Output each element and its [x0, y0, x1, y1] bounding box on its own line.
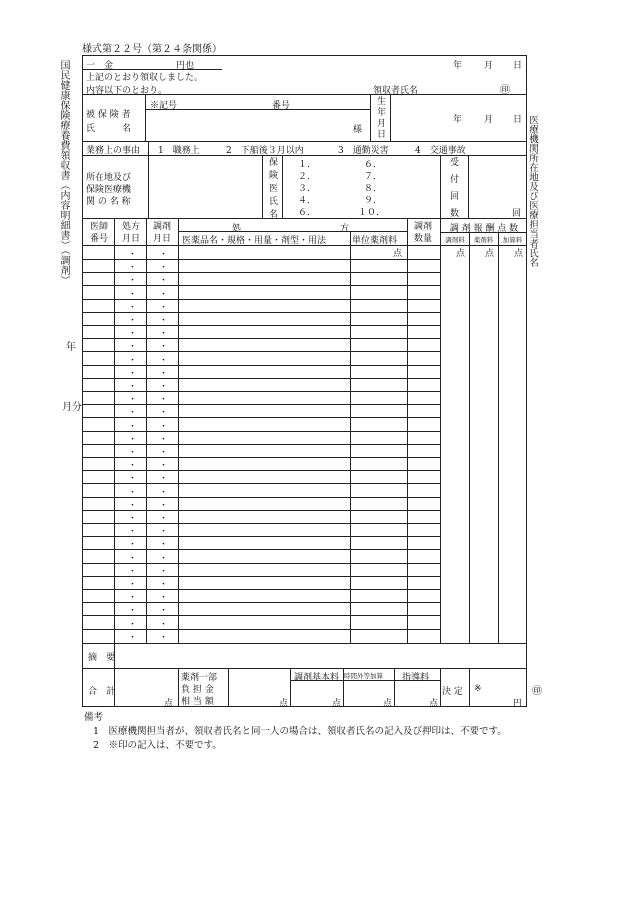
dispense-date-dot: ・ [159, 606, 169, 617]
dispense-date-dot: ・ [159, 500, 169, 511]
total-ten-3: 点 [332, 699, 342, 709]
dispense-date-dot: ・ [159, 329, 169, 340]
date-day: 日 [513, 61, 523, 71]
doctor-label: 保険医氏名 [267, 157, 277, 222]
guidance-label: 指導料 [402, 673, 430, 683]
prescribe-date-dot: ・ [128, 316, 138, 326]
dispense-date-dot: ・ [159, 553, 169, 564]
side-month: 月分 [62, 402, 82, 413]
dispense-date-dot: ・ [159, 580, 169, 590]
doctor-3: ３． [298, 184, 317, 194]
prescribe-date-dot: ・ [128, 276, 138, 287]
fee-sub-1: 調剤料 [445, 236, 465, 244]
dispense-date-dot: ・ [159, 448, 169, 458]
decision-seal: ㊞ [532, 686, 542, 697]
note-2: 2 ※印の記入は、不要です。 [93, 740, 222, 751]
fee1-ten: 点 [456, 249, 466, 259]
burden-line-1: 薬剤一部 [181, 673, 218, 683]
prescribe-date-dot: ・ [128, 382, 138, 392]
prescribe-date-dot: ・ [128, 632, 138, 643]
insured-label-b: 氏 名 [86, 124, 132, 134]
doctor-10: １０． [358, 208, 386, 218]
prescribe-date-dot: ・ [128, 368, 138, 379]
doctor-2: ２． [298, 172, 317, 182]
fee2-ten: 点 [485, 249, 495, 259]
notes-title: 備考 [84, 712, 104, 723]
prescribe-date-dot: ・ [128, 355, 138, 366]
total-ten-4: 点 [383, 699, 393, 709]
reason-option-1: 1 職務上 [158, 146, 200, 156]
fee-sub-2: 薬剤料 [473, 236, 494, 244]
kigo-label: ※記号 [150, 101, 178, 111]
dispense-date-dot: ・ [159, 368, 169, 379]
prescribe-date-dot: ・ [128, 448, 138, 458]
dispense-date-dot: ・ [159, 619, 169, 630]
receipt-line2: 内容以下のとおり。 [86, 86, 168, 96]
col-dispense: 調剤 月日 [152, 222, 171, 244]
dispense-date-dot: ・ [159, 566, 169, 577]
prescribe-date-dot: ・ [128, 434, 138, 445]
dispense-date-dot: ・ [159, 421, 169, 432]
doctor-8: ８． [364, 184, 383, 194]
prescribe-date-dot: ・ [128, 342, 138, 353]
dispense-date-dot: ・ [159, 342, 169, 353]
col-drug-b: 方 [340, 224, 350, 234]
dispense-date-dot: ・ [159, 355, 169, 366]
note-1: 1 医療機関担当者が、領収者氏名と同一人の場合は、領収者氏名の記入及び押印は、不要です。 [93, 726, 507, 737]
birth-label: 生年月日 [375, 96, 385, 140]
dispense-date-dot: ・ [159, 302, 169, 313]
bango-label: 番号 [272, 101, 291, 111]
totals-label: 合 計 [88, 687, 116, 697]
ikin-label: 一 金 [86, 61, 114, 71]
fee3-ten: 点 [514, 249, 524, 259]
side-year: 年 [66, 342, 76, 353]
prescribe-date-dot: ・ [128, 553, 138, 564]
prescribe-date-dot: ・ [128, 329, 138, 340]
prescribe-date-dot: ・ [128, 487, 138, 498]
doctor-9: ９． [364, 196, 383, 206]
doctor-4: ４． [298, 196, 317, 206]
prescribe-date-dot: ・ [128, 421, 138, 432]
received-label: 受付回数 [448, 157, 458, 225]
dispense-date-dot: ・ [159, 487, 169, 498]
facility-label-3: 関 の 名 称 [86, 197, 131, 207]
dispense-date-dot: ・ [159, 408, 169, 419]
dispense-date-dot: ・ [159, 461, 169, 472]
yen-label: 円 [513, 699, 523, 709]
col-qty: 調剤 数量 [413, 222, 432, 244]
prescribe-date-dot: ・ [128, 474, 138, 485]
recipient-label: 領収者氏名 [373, 86, 419, 96]
form-number: 様式第２２号（第２４条関係） [82, 44, 222, 55]
prescribe-date-dot: ・ [128, 250, 138, 260]
doctor-5: ６． [298, 208, 317, 218]
dispense-date-dot: ・ [159, 250, 169, 260]
dispense-date-dot: ・ [159, 289, 169, 300]
total-ten-2: 点 [279, 699, 289, 709]
doctor-6: ６． [364, 160, 383, 170]
doctor-1: １． [298, 160, 317, 170]
basic-fee-label: 調剤基本料 [294, 673, 340, 683]
dispense-date-dot: ・ [159, 474, 169, 485]
dispense-date-dot: ・ [159, 514, 169, 524]
dispense-date-dot: ・ [159, 276, 169, 287]
kome-mark: ※ [474, 684, 482, 694]
burden-line-2: 負 担 金 [181, 685, 214, 695]
dispense-date-dot: ・ [159, 593, 169, 604]
summary-label: 摘 要 [88, 653, 116, 663]
col-drug-sub: 医薬品名・規格・用量・剤型・用法 [182, 236, 327, 246]
received-kai: 回 [512, 209, 522, 219]
overtime-label: 時間外等加算 [344, 672, 383, 680]
doctor-7: ７． [364, 172, 383, 182]
reason-label: 業務上の事由 [86, 146, 141, 156]
col-unit: 単位薬剤料 [352, 236, 398, 246]
dispense-date-dot: ・ [159, 395, 169, 406]
col-drug-a: 処 [232, 224, 242, 234]
reason-option-4: 4 交通事故 [415, 146, 466, 156]
side-title: 国民健康保険療養費領収書（内容明細書）（調剤） [58, 60, 69, 285]
unit-ten: 点 [393, 249, 403, 259]
reason-option-3: 3 通勤災害 [338, 146, 389, 156]
birth-year: 年 [453, 115, 463, 125]
insured-label-a: 被 保 険 者 [86, 110, 131, 120]
facility-label-2: 保険医療機 [86, 185, 132, 195]
dispense-date-dot: ・ [159, 632, 169, 643]
prescribe-date-dot: ・ [128, 606, 138, 617]
birth-day: 日 [513, 115, 523, 125]
col-doctor: 医師 番号 [89, 222, 108, 244]
prescribe-date-dot: ・ [128, 580, 138, 590]
date-month: 月 [484, 61, 494, 71]
dispense-date-dot: ・ [159, 316, 169, 326]
prescribe-date-dot: ・ [128, 408, 138, 419]
total-ten-1: 点 [164, 699, 174, 709]
prescribe-date-dot: ・ [128, 461, 138, 472]
prescribe-date-dot: ・ [128, 593, 138, 604]
prescribe-date-dot: ・ [128, 500, 138, 511]
prescribe-date-dot: ・ [128, 395, 138, 406]
facility-label-1: 所在地及び [86, 173, 132, 183]
dispense-date-dot: ・ [159, 382, 169, 392]
prescribe-date-dot: ・ [128, 566, 138, 577]
dispense-date-dot: ・ [159, 263, 169, 274]
decision-label: 決 定 [442, 687, 463, 697]
prescribe-date-dot: ・ [128, 263, 138, 274]
prescribe-date-dot: ・ [128, 619, 138, 630]
prescribe-date-dot: ・ [128, 514, 138, 524]
reason-option-2: 2 下船後３月以内 [226, 146, 304, 156]
birth-month: 月 [484, 115, 494, 125]
prescribe-date-dot: ・ [128, 540, 138, 551]
col-prescribe: 処方 月日 [121, 222, 140, 244]
receipt-line1: 上記のとおり領収しました。 [86, 73, 204, 83]
dispense-date-dot: ・ [159, 540, 169, 551]
right-side-label: 医療機関所在地及び医療担当者氏名 [527, 115, 538, 267]
fee-sub-3: 加算料 [502, 236, 523, 244]
dispense-date-dot: ・ [159, 527, 169, 538]
prescribe-date-dot: ・ [128, 302, 138, 313]
sama-label: 様 [353, 125, 363, 135]
yen-ya-label: 円也 [176, 61, 195, 71]
prescribe-date-dot: ・ [128, 289, 138, 300]
prescribe-date-dot: ・ [128, 527, 138, 538]
burden-line-3: 相 当 額 [181, 697, 214, 707]
dispense-date-dot: ・ [159, 434, 169, 445]
total-ten-5: 点 [429, 699, 439, 709]
col-fee: 調 剤 報 酬 点 数 [449, 224, 519, 234]
recipient-seal: ㊞ [500, 85, 510, 96]
date-year: 年 [453, 61, 463, 71]
